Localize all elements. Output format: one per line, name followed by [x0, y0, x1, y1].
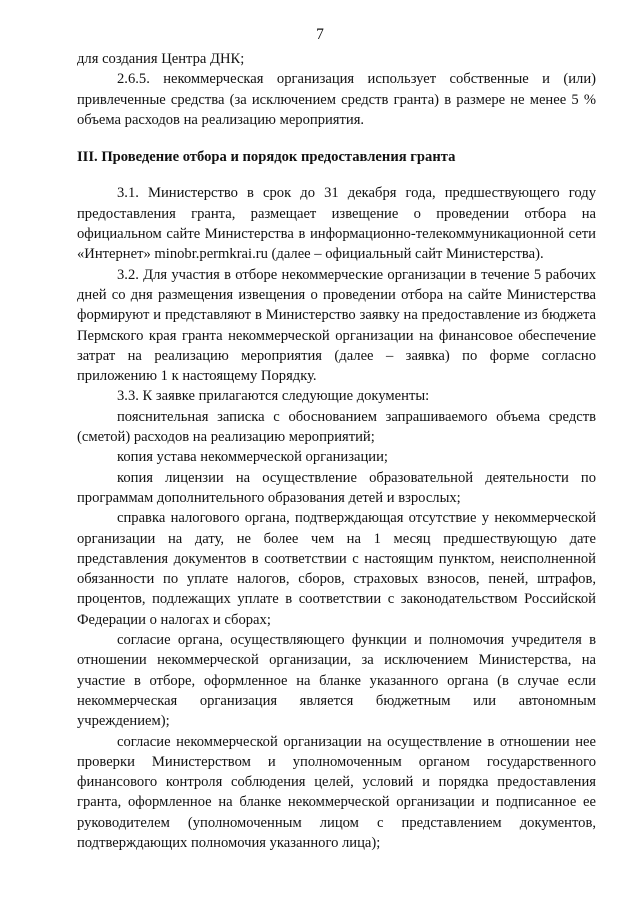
list-item-charter-copy: копия устава некоммерческой организации; — [117, 449, 388, 466]
list-item-founder-consent: согласие органа, осуществляющего функции и полномочия учредителя в отношении некоммерческой организации, за исключением Министерства, на участие в отборе, оформленное на бланке указанного органа (в случае если некоммерческая организация является бюджетным или автономным учреждением); — [77, 632, 596, 730]
paragraph-3-2: 3.2. Для участия в отборе некоммерческие организации в течение 5 рабочих дней со дня размещения извещения о проведении отбора на сайте Министерства формируют и представляют в Министерство заявку на предоставление из бюджета Пермского края гранта некоммерческой организации на финансовое обеспечение затрат на реализацию мероприятия (далее – заявка) по форме согласно приложению 1 к настоящему Порядку. — [77, 266, 596, 385]
section-heading: III. Проведение отбора и порядок предоставления гранта — [77, 149, 456, 166]
paragraph-2-6-5: 2.6.5. некоммерческая организация использует собственные и (или) привлеченные средства (за исключением средств гранта) в размере не менее 5 % объема расходов на реализацию мероприятия. — [77, 71, 596, 128]
list-item-tax-certificate: справка налогового органа, подтверждающая отсутствие у некоммерческой организации на дату, не более чем на 1 месяц предшествующую дате представления документов в соответствии с настоящим пунктом, неисполненной обязанности по уплате налогов, сборов, страховых взносов, пеней, штрафов, процентов, подлежащих уплате в соответствии с законодательством Российской Федерации о налогах и сборах; — [77, 510, 596, 628]
paragraph-3-3: 3.3. К заявке прилагаются следующие документы: — [117, 388, 430, 405]
page-number: 7 — [316, 26, 324, 43]
document-body — [77, 49, 596, 853]
list-item-explanatory-note: пояснительная записка с обоснованием запрашиваемого объема средств (сметой) расходов на реализацию мероприятий; — [77, 408, 596, 446]
list-item-license-copy: копия лицензии на осуществление образовательной деятельности по программам дополнительного образования детей и взрослых; — [77, 469, 596, 506]
list-item-inspection-consent: согласие некоммерческой организации на осуществление в отношении нее проверки Министерством и уполномоченным органом государственного финансового контроля соблюдения целей, условий и порядка предоставления гранта, оформленное на бланке некоммерческой организации и подписанное ее руководителем (уполномоченным лицом с представлением документов, подтверждающих полномочия указанного лица); — [77, 733, 596, 851]
paragraph-continuation: для создания Центра ДНК; — [77, 51, 245, 67]
paragraph-3-1: 3.1. Министерство в срок до 31 декабря года, предшествующего году предоставления гранта, размещает извещение о проведении отбора на официальном сайте Министерства в информационно-телекоммуникационной сети «Интернет» minobr.permkrai.ru (далее – официальный сайт Министерства). — [77, 185, 596, 263]
